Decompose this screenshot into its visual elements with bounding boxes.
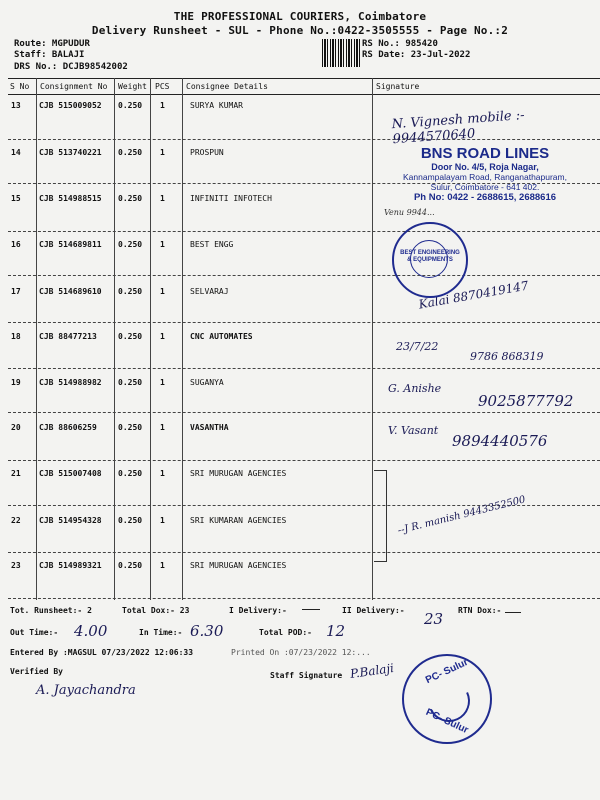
handwritten-bracket xyxy=(374,470,387,562)
row-consignee: SRI MURUGAN AGENCIES xyxy=(190,561,287,570)
row-sno: 16 xyxy=(11,240,21,249)
row-weight: 0.250 xyxy=(118,378,143,387)
company-title: THE PROFESSIONAL COURIERS, Coimbatore xyxy=(173,10,427,23)
staff: Staff: BALAJI xyxy=(14,50,85,60)
row-consignment: CJB 88477213 xyxy=(39,332,97,341)
rtn-dox: RTN Dox:- xyxy=(458,606,502,615)
col-divider xyxy=(114,78,115,600)
row-sno: 14 xyxy=(11,148,21,157)
row-consignee: SELVARAJ xyxy=(190,287,229,296)
row-pcs: 1 xyxy=(160,101,165,110)
staff-signature: P.Balaji xyxy=(349,661,395,681)
rtn-dox-dash xyxy=(505,612,521,613)
col-pcs: PCS xyxy=(155,82,170,91)
col-divider xyxy=(182,78,183,600)
handwritten-signature: N. Vignesh mobile :- 9944570640 xyxy=(391,108,526,148)
row-pcs: 1 xyxy=(160,469,165,478)
row-consignee: VASANTHA xyxy=(190,423,229,432)
row-consignee: PROSPUN xyxy=(190,148,224,157)
pc-sulur-stamp xyxy=(402,654,492,744)
row-pcs: 1 xyxy=(160,378,165,387)
row-divider xyxy=(8,412,600,413)
row-divider xyxy=(8,552,600,553)
verified-signature: A. Jayachandra xyxy=(36,683,136,698)
stamp-text-top: PC- Sulur xyxy=(424,656,470,687)
row-weight: 0.250 xyxy=(118,423,143,432)
route: Route: MGPUDUR xyxy=(14,39,90,49)
col-consignment: Consignment No xyxy=(40,82,108,91)
row-weight: 0.250 xyxy=(118,240,143,249)
out-time-label: Out Time:- xyxy=(10,628,59,637)
stamp-phone: Ph No: 0422 - 2688615, 2688616 xyxy=(413,192,557,203)
row-divider xyxy=(8,275,600,276)
total-pod-value: 12 xyxy=(326,622,346,640)
runsheet-subtitle: Delivery Runsheet - SUL - Phone No.:0422-3505555 - Page No.:2 xyxy=(91,24,509,37)
in-time-label: In Time:- xyxy=(139,628,183,637)
row-consignee: SRI KUMARAN AGENCIES xyxy=(190,516,287,525)
row-sno: 15 xyxy=(11,194,21,203)
row-consignee: SURYA KUMAR xyxy=(190,101,243,110)
row-consignment: CJB 514988515 xyxy=(39,194,102,203)
row-divider xyxy=(8,139,600,140)
col-sno: S No xyxy=(10,82,30,91)
row-consignee: SUGANYA xyxy=(190,378,224,387)
ii-delivery: II Delivery:- xyxy=(342,606,405,615)
handwritten-phone: 9894440576 xyxy=(452,432,548,450)
table-header-rule xyxy=(8,94,600,95)
row-consignment: CJB 514989321 xyxy=(39,561,102,570)
row-consignment: CJB 88606259 xyxy=(39,423,97,432)
i-delivery: I Delivery:- xyxy=(229,606,287,615)
row-sno: 18 xyxy=(11,332,21,341)
col-consignee: Consignee Details xyxy=(186,82,268,91)
row-sno: 20 xyxy=(11,423,21,432)
handwritten-signature: --J R. manish 9443352500 xyxy=(396,494,527,537)
row-weight: 0.250 xyxy=(118,561,143,570)
handwritten-date: 23/7/22 xyxy=(396,340,439,353)
i-delivery-dash xyxy=(302,609,320,610)
stamp-address: Sulur, Coimbatore - 641 402. xyxy=(430,182,540,192)
bns-stamp xyxy=(372,145,598,203)
handwritten-phone: 9025877792 xyxy=(478,392,574,410)
row-divider xyxy=(8,368,600,369)
handwritten-signature: Venu 9944... xyxy=(384,208,435,217)
row-sno: 13 xyxy=(11,101,21,110)
row-weight: 0.250 xyxy=(118,332,143,341)
out-time-value: 4.00 xyxy=(74,622,108,640)
col-divider xyxy=(150,78,151,600)
row-weight: 0.250 xyxy=(118,148,143,157)
row-consignee: CNC AUTOMATES xyxy=(190,332,253,341)
row-weight: 0.250 xyxy=(118,469,143,478)
row-consignment: CJB 514689610 xyxy=(39,287,102,296)
row-divider xyxy=(8,598,600,599)
row-divider xyxy=(8,322,600,323)
col-weight: Weight xyxy=(118,82,147,91)
row-consignment: CJB 514954328 xyxy=(39,516,102,525)
row-pcs: 1 xyxy=(160,240,165,249)
stamp-name: BNS ROAD LINES xyxy=(420,145,550,162)
printed-on: Printed On :07/23/2022 12:... xyxy=(231,648,371,657)
in-time-value: 6.30 xyxy=(190,622,224,640)
handwritten-phone: 9786 868319 xyxy=(470,350,544,363)
stamp-text-bottom: PC- Sulur xyxy=(424,706,470,737)
entered-by: Entered By :MAGSUL 07/23/2022 12:06:33 xyxy=(10,648,194,657)
row-pcs: 1 xyxy=(160,516,165,525)
row-weight: 0.250 xyxy=(118,101,143,110)
row-sno: 17 xyxy=(11,287,21,296)
stamp-text: BEST ENGINEERING & EQUIPMENTS xyxy=(400,250,460,263)
row-pcs: 1 xyxy=(160,194,165,203)
row-pcs: 1 xyxy=(160,423,165,432)
row-consignment: CJB 515007408 xyxy=(39,469,102,478)
row-pcs: 1 xyxy=(160,287,165,296)
row-sno: 22 xyxy=(11,516,21,525)
total-runsheet: Tot. Runsheet:- 2 xyxy=(10,606,92,615)
drs-number: DRS No.: DCJB98542002 xyxy=(14,62,128,72)
total-pod-label: Total POD:- xyxy=(259,628,312,637)
staff-signature-label: Staff Signature xyxy=(270,671,343,680)
row-consignee: SRI MURUGAN AGENCIES xyxy=(190,469,287,478)
row-pcs: 1 xyxy=(160,332,165,341)
row-sno: 19 xyxy=(11,378,21,387)
row-divider xyxy=(8,231,600,232)
row-pcs: 1 xyxy=(160,561,165,570)
row-weight: 0.250 xyxy=(118,287,143,296)
rs-date: RS Date: 23-Jul-2022 xyxy=(362,50,471,60)
row-weight: 0.250 xyxy=(118,516,143,525)
ii-delivery-value: 23 xyxy=(424,610,444,628)
row-sno: 21 xyxy=(11,469,21,478)
handwritten-signature: V. Vasant xyxy=(388,424,439,437)
stamp-address: Door No. 4/5, Roja Nagar, xyxy=(431,162,539,172)
handwritten-signature: G. Anishe xyxy=(388,382,442,395)
row-consignment: CJB 514988982 xyxy=(39,378,102,387)
row-weight: 0.250 xyxy=(118,194,143,203)
row-consignment: CJB 513740221 xyxy=(39,148,102,157)
barcode xyxy=(322,39,360,67)
row-consignment: CJB 514689811 xyxy=(39,240,102,249)
row-sno: 23 xyxy=(11,561,21,570)
row-pcs: 1 xyxy=(160,148,165,157)
col-signature: Signature xyxy=(376,82,420,91)
best-engg-round-stamp xyxy=(392,222,468,298)
rs-number: RS No.: 985420 xyxy=(362,39,438,49)
row-consignee: INFINITI INFOTECH xyxy=(190,194,272,203)
table-top-rule xyxy=(8,78,600,79)
col-divider xyxy=(36,78,37,600)
handwritten-signature: Kalai 8870419147 xyxy=(417,278,530,312)
total-dox: Total Dox:- 23 xyxy=(122,606,190,615)
row-divider xyxy=(8,460,600,461)
verified-by: Verified By xyxy=(10,667,63,676)
row-consignment: CJB 515009052 xyxy=(39,101,102,110)
row-consignee: BEST ENGG xyxy=(190,240,234,249)
stamp-address: Kannampalayam Road, Ranganathapuram, xyxy=(403,172,567,182)
